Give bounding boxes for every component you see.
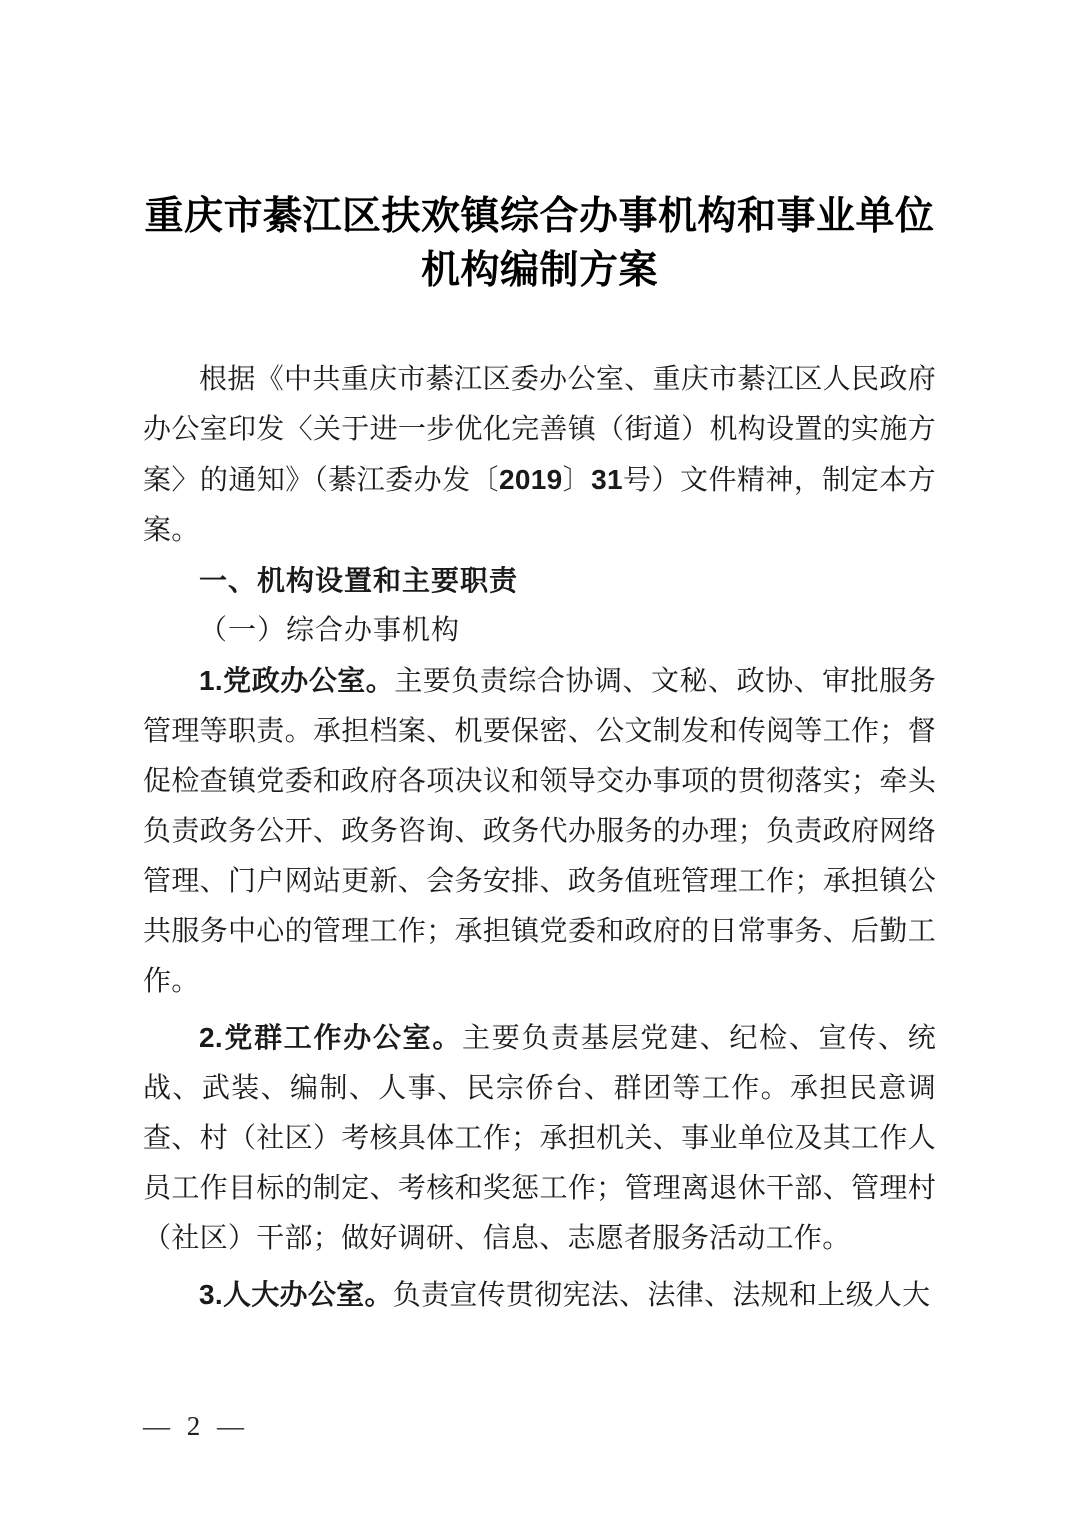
document-content	[143, 190, 936, 1321]
org-item-peoples-congress-office	[143, 1270, 936, 1321]
org-item-party-mass-office	[143, 1013, 936, 1264]
section-heading: 一、机构设置和主要职责	[199, 565, 519, 596]
org-item-1-lead: 1.党政办公室。	[199, 665, 395, 696]
intro-doc-number: 31	[591, 464, 623, 495]
intro-text-3: 号）文件精神，制定本方案。	[143, 465, 936, 546]
document-title	[143, 190, 936, 298]
intro-text-1: 根据《中共重庆市綦江区委办公室、重庆市綦江区人民政府办公室印发〈关于进一步优化完善镇（街道）机构设置的实施方案〉的通知》（綦江委办发〔	[143, 364, 936, 496]
org-item-2-body: 主要负责基层党建、纪检、宣传、统战、武装、编制、人事、民宗侨台、群团等工作。承担民意调查、村（社区）考核具体工作；承担机关、事业单位及其工作人员工作目标的制定、考核和奖惩工作；管理离退休干部、管理村（社区）干部；做好调研、信息、志愿者服务活动工作。	[143, 1023, 936, 1254]
org-item-party-gov-office	[143, 656, 936, 1007]
org-item-3-body: 负责宣传贯彻宪法、法律、法规和上级人大	[392, 1280, 931, 1311]
intro-paragraph	[143, 355, 936, 556]
org-item-2-lead: 2.党群工作办公室。	[199, 1022, 463, 1053]
org-item-1-body: 主要负责综合协调、文秘、政协、审批服务管理等职责。承担档案、机要保密、公文制发和传阅等工作；督促检查镇党委和政府各项决议和领导交办事项的贯彻落实；牵头负责政务公开、政务咨询、政务代办服务的办理；负责政府网络管理、门户网站更新、会务安排、政务值班管理工作；承担镇公共服务中心的管理工作；承担镇党委和政府的日常事务、后勤工作。	[143, 666, 936, 997]
title-line-2: 机构编制方案	[420, 249, 658, 292]
title-line-1: 重庆市綦江区扶欢镇综合办事机构和事业单位	[144, 195, 935, 238]
intro-text-2: 〕	[562, 465, 592, 496]
intro-doc-year: 2019	[499, 464, 563, 495]
section-subheading: （一）综合办事机构	[199, 615, 461, 646]
org-item-3-lead: 3.人大办公室。	[199, 1279, 393, 1310]
page-number: — 2 —	[143, 1411, 249, 1441]
document-body	[143, 355, 936, 1321]
